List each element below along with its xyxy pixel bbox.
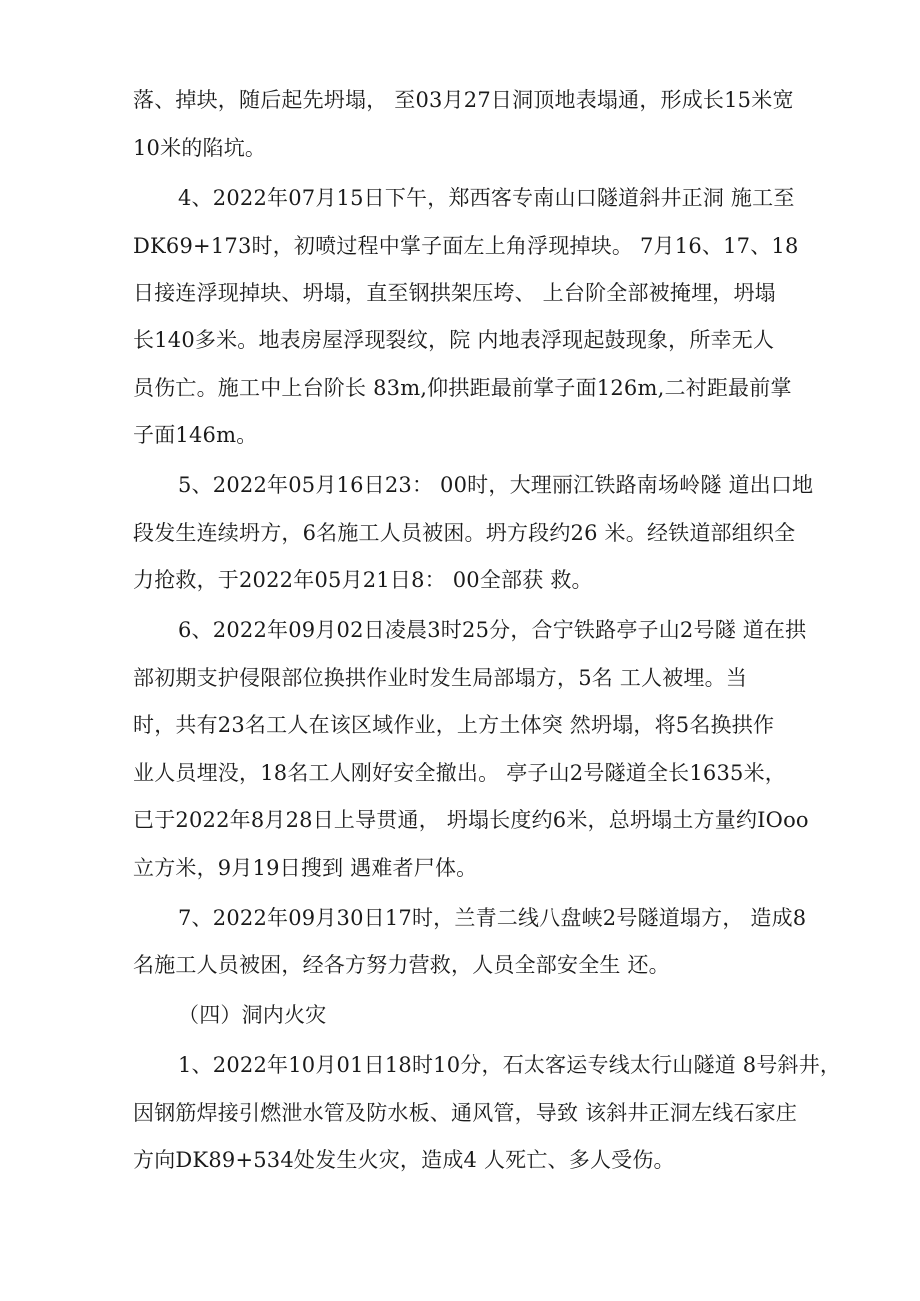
text-line-11: 力抢救，于2022年05月21日8： 00全部获 救。 [133,568,593,592]
text-line-12: 6、2022年09月02日凌晨3时25分，合宁铁路亭子山2号隧 道在拱 [178,618,807,642]
text-line-6: 长140多米。地表房屋浮现裂纹，院 内地表浮现起鼓现象，所幸无人 [133,328,775,352]
text-line-15: 业人员埋没，18名工人刚好安全撤出。 亭子山2号隧道全长1635米， [133,761,786,785]
text-line-14: 时，共有23名工人在该区域作业，上方土体突 然坍塌，将5名换拱作 [133,713,775,737]
text-line-23: 方向DK89+534处发生火灾，造成4 人死亡、多人受伤。 [133,1148,675,1172]
text-line-19: 名施工人员被困，经各方努力营救，人员全部安全生 还。 [133,953,670,977]
text-line-17: 立方米，9月19日搜到 遇难者尸体。 [133,856,478,880]
text-line-9: 5、2022年05月16日23： 00时，大理丽江铁路南场岭隧 道出口地 [178,473,814,497]
text-line-13: 部初期支护侵限部位换拱作业时发生局部塌方，5名 工人被埋。当 [133,666,748,690]
text-line-7: 员伤亡。施工中上台阶长 83m,仰拱距最前掌子面126m,二衬距最前掌 [133,376,792,400]
text-line-18: 7、2022年09月30日17时，兰青二线八盘峡2号隧道塌方， 造成8 [178,906,807,930]
text-line-1: 落、掉块，随后起先坍塌， 至03月27日洞顶地表塌通，形成长15米宽 [133,88,794,112]
text-line-3: 4、2022年07月15日下午，郑西客专南山口隧道斜井正洞 施工至 [178,186,795,210]
text-line-4: DK69+173时，初喷过程中掌子面左上角浮现掉块。 7月16、17、18 [133,234,799,258]
text-line-8: 子面146m。 [133,423,258,447]
text-line-2: 10米的陷坑。 [133,136,267,160]
text-line-10: 段发生连续坍方，6名施工人员被困。坍方段约26 米。经铁道部组织全 [133,521,796,545]
text-line-21: 1、2022年10月01日18时10分，石太客运专线太行山隧道 8号斜井， [178,1053,842,1077]
text-line-16: 已于2022年8月28日上导贯通， 坍塌长度约6米，总坍塌土方量约IOoo [133,808,809,832]
section-heading-fire: （四）洞内火灾 [178,1003,327,1027]
text-line-22: 因钢筋焊接引燃泄水管及防水板、通风管，导致 该斜井正洞左线石家庄 [133,1101,798,1125]
text-line-5: 日接连浮现掉块、坍塌，直至钢拱架压垮、 上台阶全部被掩埋，坍塌 [133,281,776,305]
